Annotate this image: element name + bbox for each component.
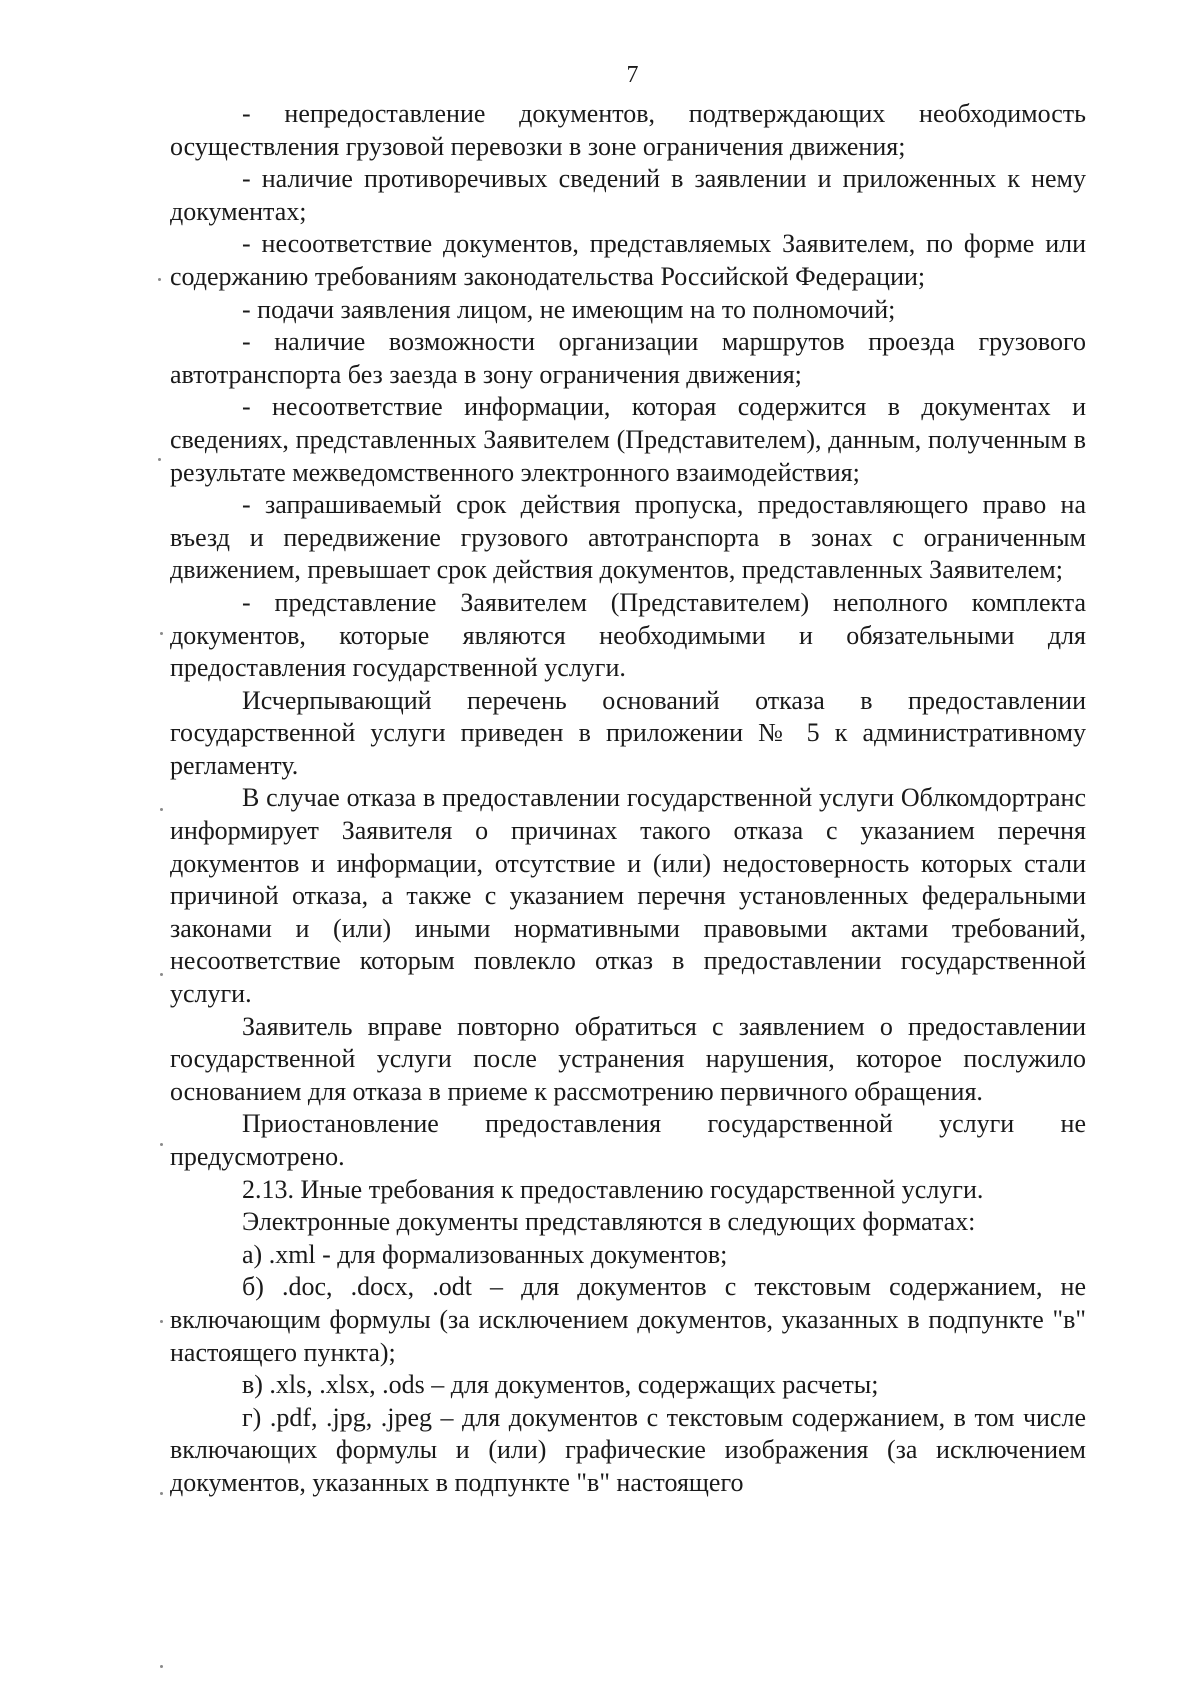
paragraph: - представление Заявителем (Представителем) неполного комплекта документов, которые являются необходимыми и обязательными для предоставления государственной услуги. xyxy=(170,587,1086,683)
paragraph: - подачи заявления лицом, не имеющим на то полномочий; xyxy=(242,294,896,324)
paragraph: Исчерпывающий перечень оснований отказа в предоставлении государственной услуги приведен в приложении № 5 к административному регламенту. xyxy=(170,685,1086,780)
scan-speck xyxy=(160,973,163,976)
section-heading: 2.13. Иные требования к предоставлению государственной услуги. xyxy=(242,1174,984,1204)
paragraph: - несоответствие информации, которая содержится в документах и сведениях, представленных Заявителем (Представителем), данным, полученным в результате межведомственного электронного взаимодействия; xyxy=(170,392,1086,487)
paragraph: Заявитель вправе повторно обратиться с заявлением о предоставлении государственной услуги после устранения нарушения, которое послужило основанием для отказа в приеме к рассмотрению первичного обращения. xyxy=(170,1011,1086,1106)
scan-speck xyxy=(160,808,163,811)
paragraph: - наличие возможности организации маршрутов проезда грузового автотранспорта без заезда в зону ограничения движения; xyxy=(170,327,1086,389)
scan-speck xyxy=(160,632,163,635)
document-body xyxy=(170,98,1086,1500)
list-item: в) .xls, .xlsx, .ods – для документов, содержащих расчеты; xyxy=(242,1370,879,1400)
paragraph: - непредоставление документов, подтверждающих необходимость осуществления грузовой перевозки в зоне ограничения движения; xyxy=(170,99,1086,161)
scan-speck xyxy=(160,1320,163,1323)
list-item: а) .xml - для формализованных документов; xyxy=(242,1239,728,1269)
paragraph: В случае отказа в предоставлении государственной услуги Облкомдортранс информирует Заявителя о причинах такого отказа с указанием перечня документов и информации, отсутствие и (или) недостоверность которых стали причиной отказа, а также с указанием перечня установленных федеральными законами и (или) иными нормативными правовыми актами требований, несоответствие которым повлекло отказ в предоставлении государственной услуги. xyxy=(170,783,1086,1009)
scan-speck xyxy=(160,1665,163,1668)
paragraph: - несоответствие документов, представляемых Заявителем, по форме или содержанию требованиям законодательства Российской Федерации; xyxy=(170,229,1086,291)
paragraph: Электронные документы представляются в следующих форматах: xyxy=(242,1207,976,1237)
paragraph: - наличие противоречивых сведений в заявлении и приложенных к нему документах; xyxy=(170,164,1086,226)
scan-speck xyxy=(158,458,161,461)
list-item: г) .pdf, .jpg, .jpeg – для документов с текстовым содержанием, в том числе включающих формулы и (или) графические изображения (за исключением документов, указанных в подпункте "в" настоящего xyxy=(170,1402,1086,1497)
paragraph: Приостановление предоставления государственной услуги не предусмотрено. xyxy=(170,1109,1086,1171)
scan-speck xyxy=(160,1143,163,1146)
scan-speck xyxy=(160,1492,163,1495)
scan-speck xyxy=(158,278,161,281)
paragraph: - запрашиваемый срок действия пропуска, предоставляющего право на въезд и передвижение грузового автотранспорта в зонах с ограниченным движением, превышает срок действия документов, представленных Заявителем; xyxy=(170,490,1086,585)
list-item: б) .doc, .docx, .odt – для документов с текстовым содержанием, не включающим формулы (за исключением документов, указанных в подпункте "в" настоящего пункта); xyxy=(170,1272,1086,1367)
page-number: 7 xyxy=(626,62,639,88)
